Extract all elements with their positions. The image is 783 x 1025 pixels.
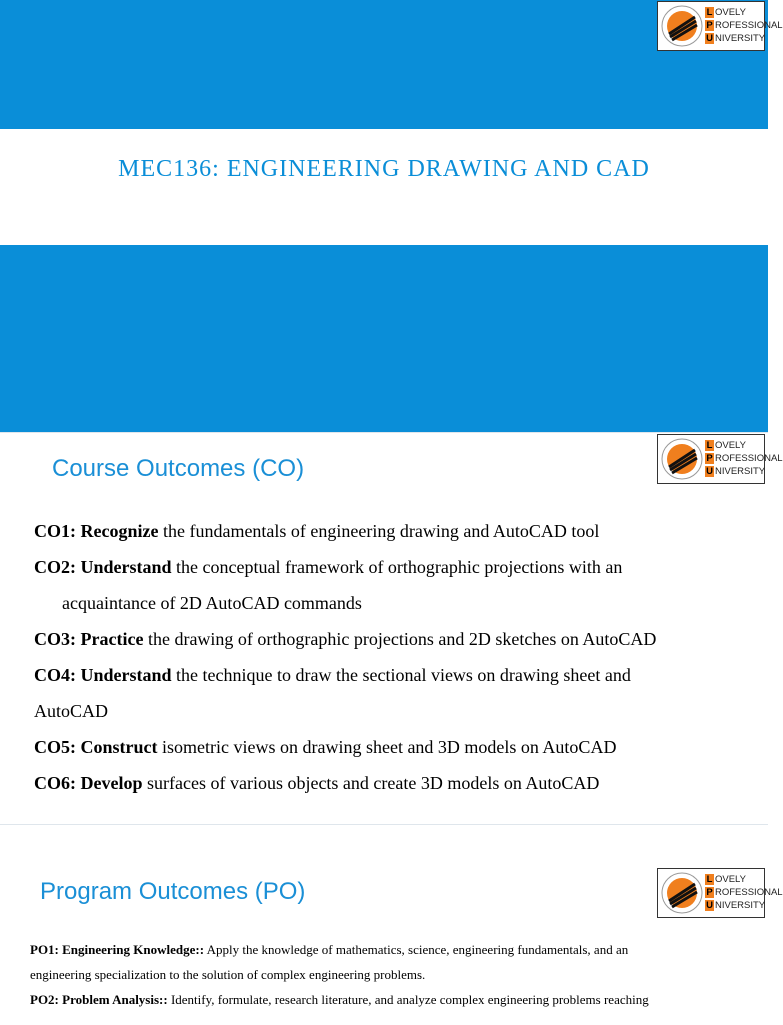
title-slide [0, 0, 783, 432]
list-item: CO5: Construct isometric views on drawing sheet and 3D models on AutoCAD [34, 737, 617, 757]
list-item-continuation: acquaintance of 2D AutoCAD commands [62, 593, 362, 613]
logo-text: L OVELY P ROFESSIONAL U NIVERSITY [706, 7, 783, 44]
list-item: CO1: Recognize the fundamentals of engineering drawing and AutoCAD tool [34, 521, 600, 541]
top-blue-band [0, 0, 768, 129]
university-logo [657, 868, 783, 918]
list-item-continuation: AutoCAD [34, 701, 109, 721]
list-item-continuation: engineering specialization to the solution of complex engineering problems. [30, 967, 426, 982]
logo-text: L OVELY P ROFESSIONAL U NIVERSITY [706, 874, 783, 911]
program-outcomes-slide [0, 824, 783, 1025]
list-item: PO2: Problem Analysis:: Identify, formulate, research literature, and analyze complex engineering problems reaching [30, 992, 649, 1007]
university-seal-icon [660, 437, 704, 481]
university-logo [657, 1, 783, 51]
bottom-blue-band [0, 245, 768, 432]
program-outcomes-list [30, 937, 758, 1012]
list-item: PO1: Engineering Knowledge:: Apply the knowledge of mathematics, science, engineering fundamentals, and an [30, 942, 629, 957]
university-seal-icon [660, 871, 704, 915]
university-logo [657, 434, 783, 484]
list-item: CO6: Develop surfaces of various objects and create 3D models on AutoCAD [34, 773, 600, 793]
university-seal-icon [660, 4, 704, 48]
course-outcomes-slide [0, 432, 783, 825]
course-outcomes-list [34, 513, 740, 801]
list-item: CO3: Practice the drawing of orthographic projections and 2D sketches on AutoCAD [34, 629, 657, 649]
slide-heading: Course Outcomes (CO) [52, 455, 305, 482]
course-title: MEC136: ENGINEERING DRAWING AND CAD [118, 156, 650, 182]
logo-text: L OVELY P ROFESSIONAL U NIVERSITY [706, 440, 783, 477]
list-item: CO4: Understand the technique to draw the sectional views on drawing sheet and [34, 665, 631, 685]
list-item: CO2: Understand the conceptual framework of orthographic projections with an [34, 557, 623, 577]
slide-heading: Program Outcomes (PO) [40, 878, 306, 905]
